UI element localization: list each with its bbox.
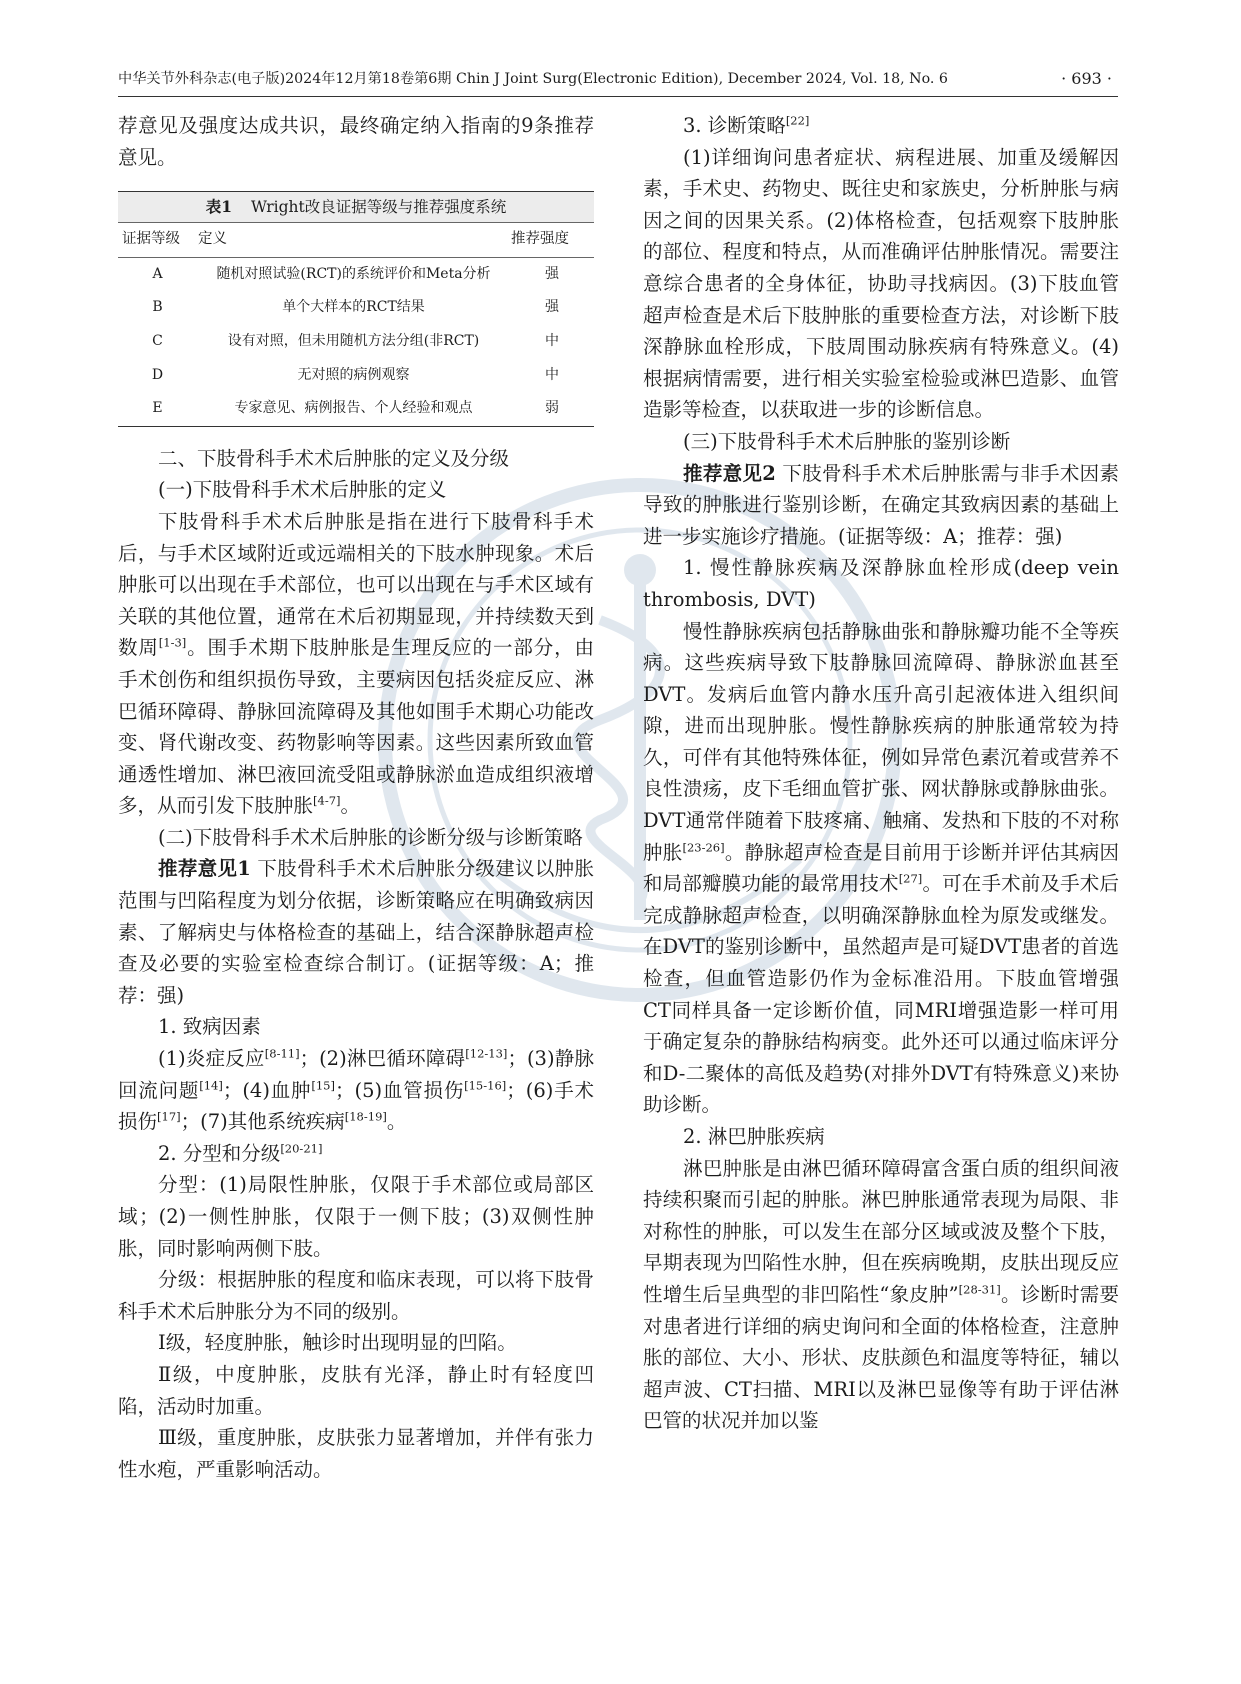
citation: [4-7] [313,793,341,808]
subsection-heading: (三)下肢骨科手术术后肿胀的鉴别诊断 [683,429,1011,453]
recommendation-2 [643,458,1119,553]
citation: [27] [898,871,923,886]
venous-text: 慢性静脉疾病包括静脉曲张和静脉瓣功能不全等疾病。这些疾病导致下肢静脉回流障碍、静脉淤血甚至DVT。发病后血管内静水压升高引起液体进入组织间隙，进而出现肿胀。慢性静脉疾病的肿胀通常较为持久，可伴有其他特殊体征，例如异常色素沉着或营养不良性溃疡，皮下毛细血管扩张、网状静脉或静脉曲张。DVT通常伴随着下肢疼痛、触痛、发热和下肢的不对称肿胀 [643,619,1119,864]
recommendation-label: 推荐意见2 [683,461,776,485]
cause-text: ；(5)血管损伤 [334,1078,465,1102]
definition-text: 。围手术期下肢肿胀是生理反应的一部分，由手术创伤和组织损伤导致，主要病因包括炎症反应、淋巴循环障碍、静脉回流障碍及其他如围手术期心功能改变、肾代谢改变、药物影响等因素。这些因素所致血管通透性增加、淋巴液回流受阻或静脉淤血造成组织液增多，从而引发下肢肿胀 [118,636,594,818]
cause-text: 。 [386,1110,407,1134]
venous-text: 。静脉超声检查是目前用于诊断并评估其病因和局部瓣膜功能的最常用技术 [643,840,1119,896]
cell-definition: 随机对照试验(RCT)的系统评价和Meta分析 [216,265,491,282]
citation: [17] [157,1109,181,1124]
table-row [118,359,594,393]
col-header-grade: 证据等级 [118,223,197,257]
cell-strength: 强 [545,265,559,282]
item-heading-text: 3. 诊断策略 [683,114,786,137]
citation: [8-11] [264,1046,300,1061]
cell-grade: A [152,265,163,282]
cell-grade: E [152,400,163,417]
section-heading: 二、下肢骨科手术术后肿胀的定义及分级 [158,446,510,470]
col-header-definition: 定义 [197,223,510,257]
table-row [118,325,594,359]
running-header [118,62,1118,97]
cause-text: (1)炎症反应 [158,1047,265,1071]
table-number: 表1 [205,197,233,217]
recommendation-text: 下肢骨科手术术后肿胀需与非手术因素导致的肿胀进行鉴别诊断，在确定其致病因素的基础上进一步实施诊疗措施。(证据等级：A；推荐：强) [643,461,1119,548]
citation: [15-16] [464,1078,507,1093]
evidence-grade-table [118,191,594,427]
citation: [14] [199,1078,223,1093]
table-row [118,257,594,291]
citation: [23-26] [682,840,725,855]
journal-citation: 中华关节外科杂志(电子版)2024年12月第18卷第6期 Chin J Joint Surg(Electronic Edition), December 2024, Vol. 18, No. 6 [118,71,948,87]
citation: [28-31] [958,1282,1001,1297]
cause-text: ；(4)血肿 [222,1078,312,1102]
col-header-strength: 推荐强度 [510,223,594,257]
table-row [118,291,594,325]
causes-paragraph [118,1043,594,1138]
table-body [118,223,594,427]
cell-grade: B [152,299,163,316]
recommendation-text: 下肢骨科手术术后肿胀分级建议以肿胀范围与凹陷程度为划分依据，诊断策略应在明确致病因素、了解病史与体格检查的基础上，结合深静脉超声检查及必要的实验室检查综合制订。(证据等级：A；推荐：强) [118,857,594,1007]
cell-grade: D [151,366,164,383]
cell-definition: 专家意见、病例报告、个人经验和观点 [234,400,473,417]
cause-text: ；(3)静脉回流问题 [118,1047,595,1102]
left-column [118,110,594,1485]
subsection-heading: (一)下肢骨科手术术后肿胀的定义 [158,478,447,502]
grade-3: Ⅲ级，重度肿胀，皮肤张力显著增加，并伴有张力性水疱，严重影响活动。 [118,1426,594,1481]
type-paragraph: 分型：(1)局限性肿胀，仅限于手术部位或局部区域；(2)一侧性肿胀，仅限于一侧下肢；(3)双侧性肿胀，同时影响两侧下肢。 [118,1173,594,1260]
definition-paragraph [118,506,594,822]
cause-text: ；(6)手术损伤 [118,1078,594,1134]
cell-strength: 中 [545,332,559,349]
item-heading: 1. 慢性静脉疾病及深静脉血栓形成(deep vein thrombosis, DVT) [643,556,1119,611]
subsection-heading: (二)下肢骨科手术术后肿胀的诊断分级与诊断策略 [158,825,583,849]
table-title: Wright改良证据等级与推荐强度系统 [250,198,507,217]
table-caption [118,191,594,223]
item-heading: 1. 致病因素 [158,1015,261,1039]
cause-text: ；(2)淋巴循环障碍 [299,1047,466,1071]
cell-definition: 无对照的病例观察 [297,366,410,383]
definition-text: 下肢骨科手术术后肿胀是指在进行下肢骨科手术后，与手术区域附近或远端相关的下肢水肿现象。术后肿胀可以出现在手术部位，也可以出现在与手术区域有关联的其他位置，通常在术后初期显现，并持续数天到数周 [118,509,594,660]
cell-strength: 弱 [545,400,559,417]
cause-text: ；(7)其他系统疾病 [180,1110,345,1134]
item-heading [118,1138,594,1170]
citation: [1-3] [158,635,187,650]
cell-grade: C [152,332,163,349]
venous-text: 。可在手术前及手术后完成静脉超声检查，以明确深静脉血栓为原发或继发。在DVT的鉴别诊断中，虽然超声是可疑DVT患者的首选检查，但血管造影仍作为金标准沿用。下肢血管增强CT同样具备一定诊断价值，同MRI增强造影一样可用于确定复杂的静脉结构病变。此外还可以通过临床评分和D-二聚体的高低及趋势(对排外DVT有特殊意义)来协助诊断。 [643,872,1119,1117]
grade-paragraph: 分级：根据肿胀的程度和临床表现，可以将下肢骨科手术术后肿胀分为不同的级别。 [118,1268,594,1323]
citation: [15] [311,1078,335,1093]
cell-definition: 单个大样本的RCT结果 [282,299,425,316]
cell-strength: 中 [545,366,559,383]
recommendation-1 [118,853,594,1011]
citation: [20-21] [280,1141,323,1156]
citation: [22] [785,113,810,128]
recommendation-label: 推荐意见1 [158,857,251,881]
table-row [118,392,594,426]
cell-strength: 强 [545,299,559,316]
item-heading-text: 2. 分型和分级 [158,1141,281,1165]
citation: [18-19] [344,1109,387,1124]
item-heading [643,110,1119,142]
item-heading: 2. 淋巴肿胀疾病 [683,1125,825,1148]
definition-text: 。 [340,794,361,818]
right-column [643,110,1119,1437]
lymph-text: 淋巴肿胀是由淋巴循环障碍富含蛋白质的组织间液持续积聚而引起的肿胀。淋巴肿胀通常表现为局限、非对称性的肿胀，可以发生在部分区域或波及整个下肢，早期表现为凹陷性水肿，但在疾病晚期，皮肤出现反应性增生后呈典型的非凹陷性“象皮肿” [643,1156,1119,1306]
citation: [12-13] [465,1046,508,1061]
diagnosis-strategy-paragraph: (1)详细询问患者症状、病程进展、加重及缓解因素，手术史、药物史、既往史和家族史，分析肿胀与病因之间的因果关系。(2)体格检查，包括观察下肢肿胀的部位、程度和特点，从而准确评估肿胀情况。需要注意综合患者的全身体征，协助寻找病因。(3)下肢血管超声检查是术后下肢肿胀的重要检查方法，对诊断下肢深静脉血栓形成，下肢周围动脉疾病有特殊意义。(4)根据病情需要，进行相关实验室检验或淋巴造影、血管造影等检查，以获取进一步的诊断信息。 [643,145,1119,422]
table-header-row [118,223,594,257]
lymph-text: 。诊断时需要对患者进行详细的病史询问和全面的体格检查，注意肿胀的部位、大小、形状、皮肤颜色和温度等特征，辅以超声波、CT扫描、MRI以及淋巴显像等有助于评估淋巴管的状况并加以鉴 [643,1282,1119,1433]
grade-2: Ⅱ级，中度肿胀，皮肤有光泽，静止时有轻度凹陷，活动时加重。 [118,1362,594,1418]
cell-definition: 设有对照，但未用随机方法分组(非RCT) [227,332,480,349]
page-number: · 693 · [1061,69,1112,88]
lymph-paragraph [643,1153,1119,1437]
venous-paragraph [643,616,1119,1122]
intro-paragraph: 荐意见及强度达成共识，最终确定纳入指南的9条推荐意见。 [118,114,594,169]
grade-1: Ⅰ级，轻度肿胀，触诊时出现明显的凹陷。 [158,1331,517,1355]
